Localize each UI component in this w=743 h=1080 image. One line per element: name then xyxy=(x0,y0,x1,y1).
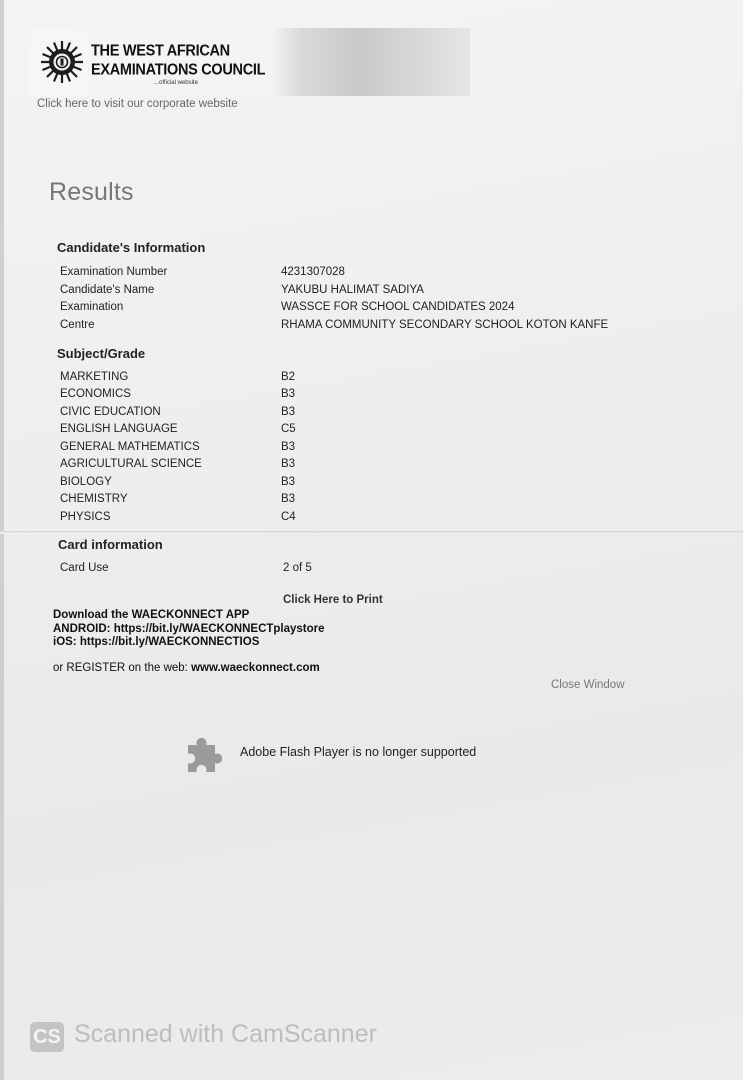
subject-grade: B3 xyxy=(281,388,296,400)
subject-grade: B3 xyxy=(281,406,296,418)
register-url-link[interactable]: www.waeckonnect.com xyxy=(191,662,320,674)
subject-name: CHEMISTRY xyxy=(60,493,128,505)
camscanner-logo-icon: CS xyxy=(30,1022,64,1052)
subject-name: GENERAL MATHEMATICS xyxy=(60,441,200,453)
subject-name: ECONOMICS xyxy=(60,388,131,400)
subject-grade: C5 xyxy=(281,423,296,435)
waec-logo-icon xyxy=(40,40,84,84)
subject-name: CIVIC EDUCATION xyxy=(60,406,161,418)
grade-row xyxy=(60,423,680,440)
subject-name: PHYSICS xyxy=(60,511,111,523)
candidate-row-label: Centre xyxy=(60,319,95,331)
subject-grade: B3 xyxy=(281,493,296,505)
grade-row xyxy=(60,371,680,388)
candidate-row xyxy=(60,301,680,318)
grade-row xyxy=(60,458,680,475)
subject-grade-heading: Subject/Grade xyxy=(57,346,146,361)
app-download-title: Download the WAECKONNECT APP xyxy=(53,609,250,621)
candidate-info-heading: Candidate's Information xyxy=(57,240,206,255)
candidate-row-value: YAKUBU HALIMAT SADIYA xyxy=(281,284,424,296)
paper-fold-line xyxy=(0,531,743,534)
candidate-row xyxy=(60,284,680,301)
subject-name: ENGLISH LANGUAGE xyxy=(60,423,178,435)
council-name-line-2: EXAMINATIONS COUNCIL xyxy=(91,62,266,79)
close-window-link[interactable]: Close Window xyxy=(551,679,625,691)
subject-grade: B3 xyxy=(281,441,296,453)
candidate-row-label: Examination xyxy=(60,301,124,313)
camscanner-watermark: Scanned with CamScanner xyxy=(74,1020,377,1048)
register-prefix: or REGISTER on the web: xyxy=(53,662,192,674)
corporate-website-link[interactable]: Click here to visit our corporate website xyxy=(37,98,238,110)
card-use-value: 2 of 5 xyxy=(283,562,312,574)
card-info-heading: Card information xyxy=(58,537,163,552)
print-link[interactable]: Click Here to Print xyxy=(283,594,383,606)
candidate-row-value: RHAMA COMMUNITY SECONDARY SCHOOL KOTON KANFE xyxy=(281,319,609,331)
card-use-label: Card Use xyxy=(60,562,109,574)
subject-name: BIOLOGY xyxy=(60,476,112,488)
grade-row xyxy=(60,511,680,528)
grade-row xyxy=(60,493,680,510)
council-name xyxy=(91,42,265,80)
candidate-row xyxy=(60,266,680,283)
council-name-line-1: THE WEST AFRICAN xyxy=(91,43,230,60)
subject-grade: C4 xyxy=(281,511,296,523)
candidate-row-label: Examination Number xyxy=(60,266,168,278)
subject-grade: B3 xyxy=(281,476,296,488)
grade-row xyxy=(60,476,680,493)
candidate-row xyxy=(60,319,680,336)
subject-name: MARKETING xyxy=(60,371,129,383)
ios-link[interactable]: iOS: https://bit.ly/WAECKONNECTIOS xyxy=(53,636,260,648)
grade-row xyxy=(60,388,680,405)
grade-row xyxy=(60,441,680,458)
subject-grade: B2 xyxy=(281,371,296,383)
candidate-row-value: WASSCE FOR SCHOOL CANDIDATES 2024 xyxy=(281,301,515,313)
subject-grade: B3 xyxy=(281,458,296,470)
page-title: Results xyxy=(49,178,134,206)
card-use-row xyxy=(60,562,680,579)
flash-unsupported-message: Adobe Flash Player is no longer supported xyxy=(240,745,477,759)
grade-row xyxy=(60,406,680,423)
app-download-info xyxy=(53,609,325,650)
register-info xyxy=(53,662,320,674)
candidate-row-value: 4231307028 xyxy=(281,266,345,278)
candidate-row-label: Candidate's Name xyxy=(60,284,155,296)
subject-name: AGRICULTURAL SCIENCE xyxy=(60,458,202,470)
plugin-puzzle-icon xyxy=(184,733,226,775)
android-link[interactable]: ANDROID: https://bit.ly/WAECKONNECTplaystore xyxy=(53,622,325,635)
official-website-tagline: ...official website xyxy=(154,80,198,86)
